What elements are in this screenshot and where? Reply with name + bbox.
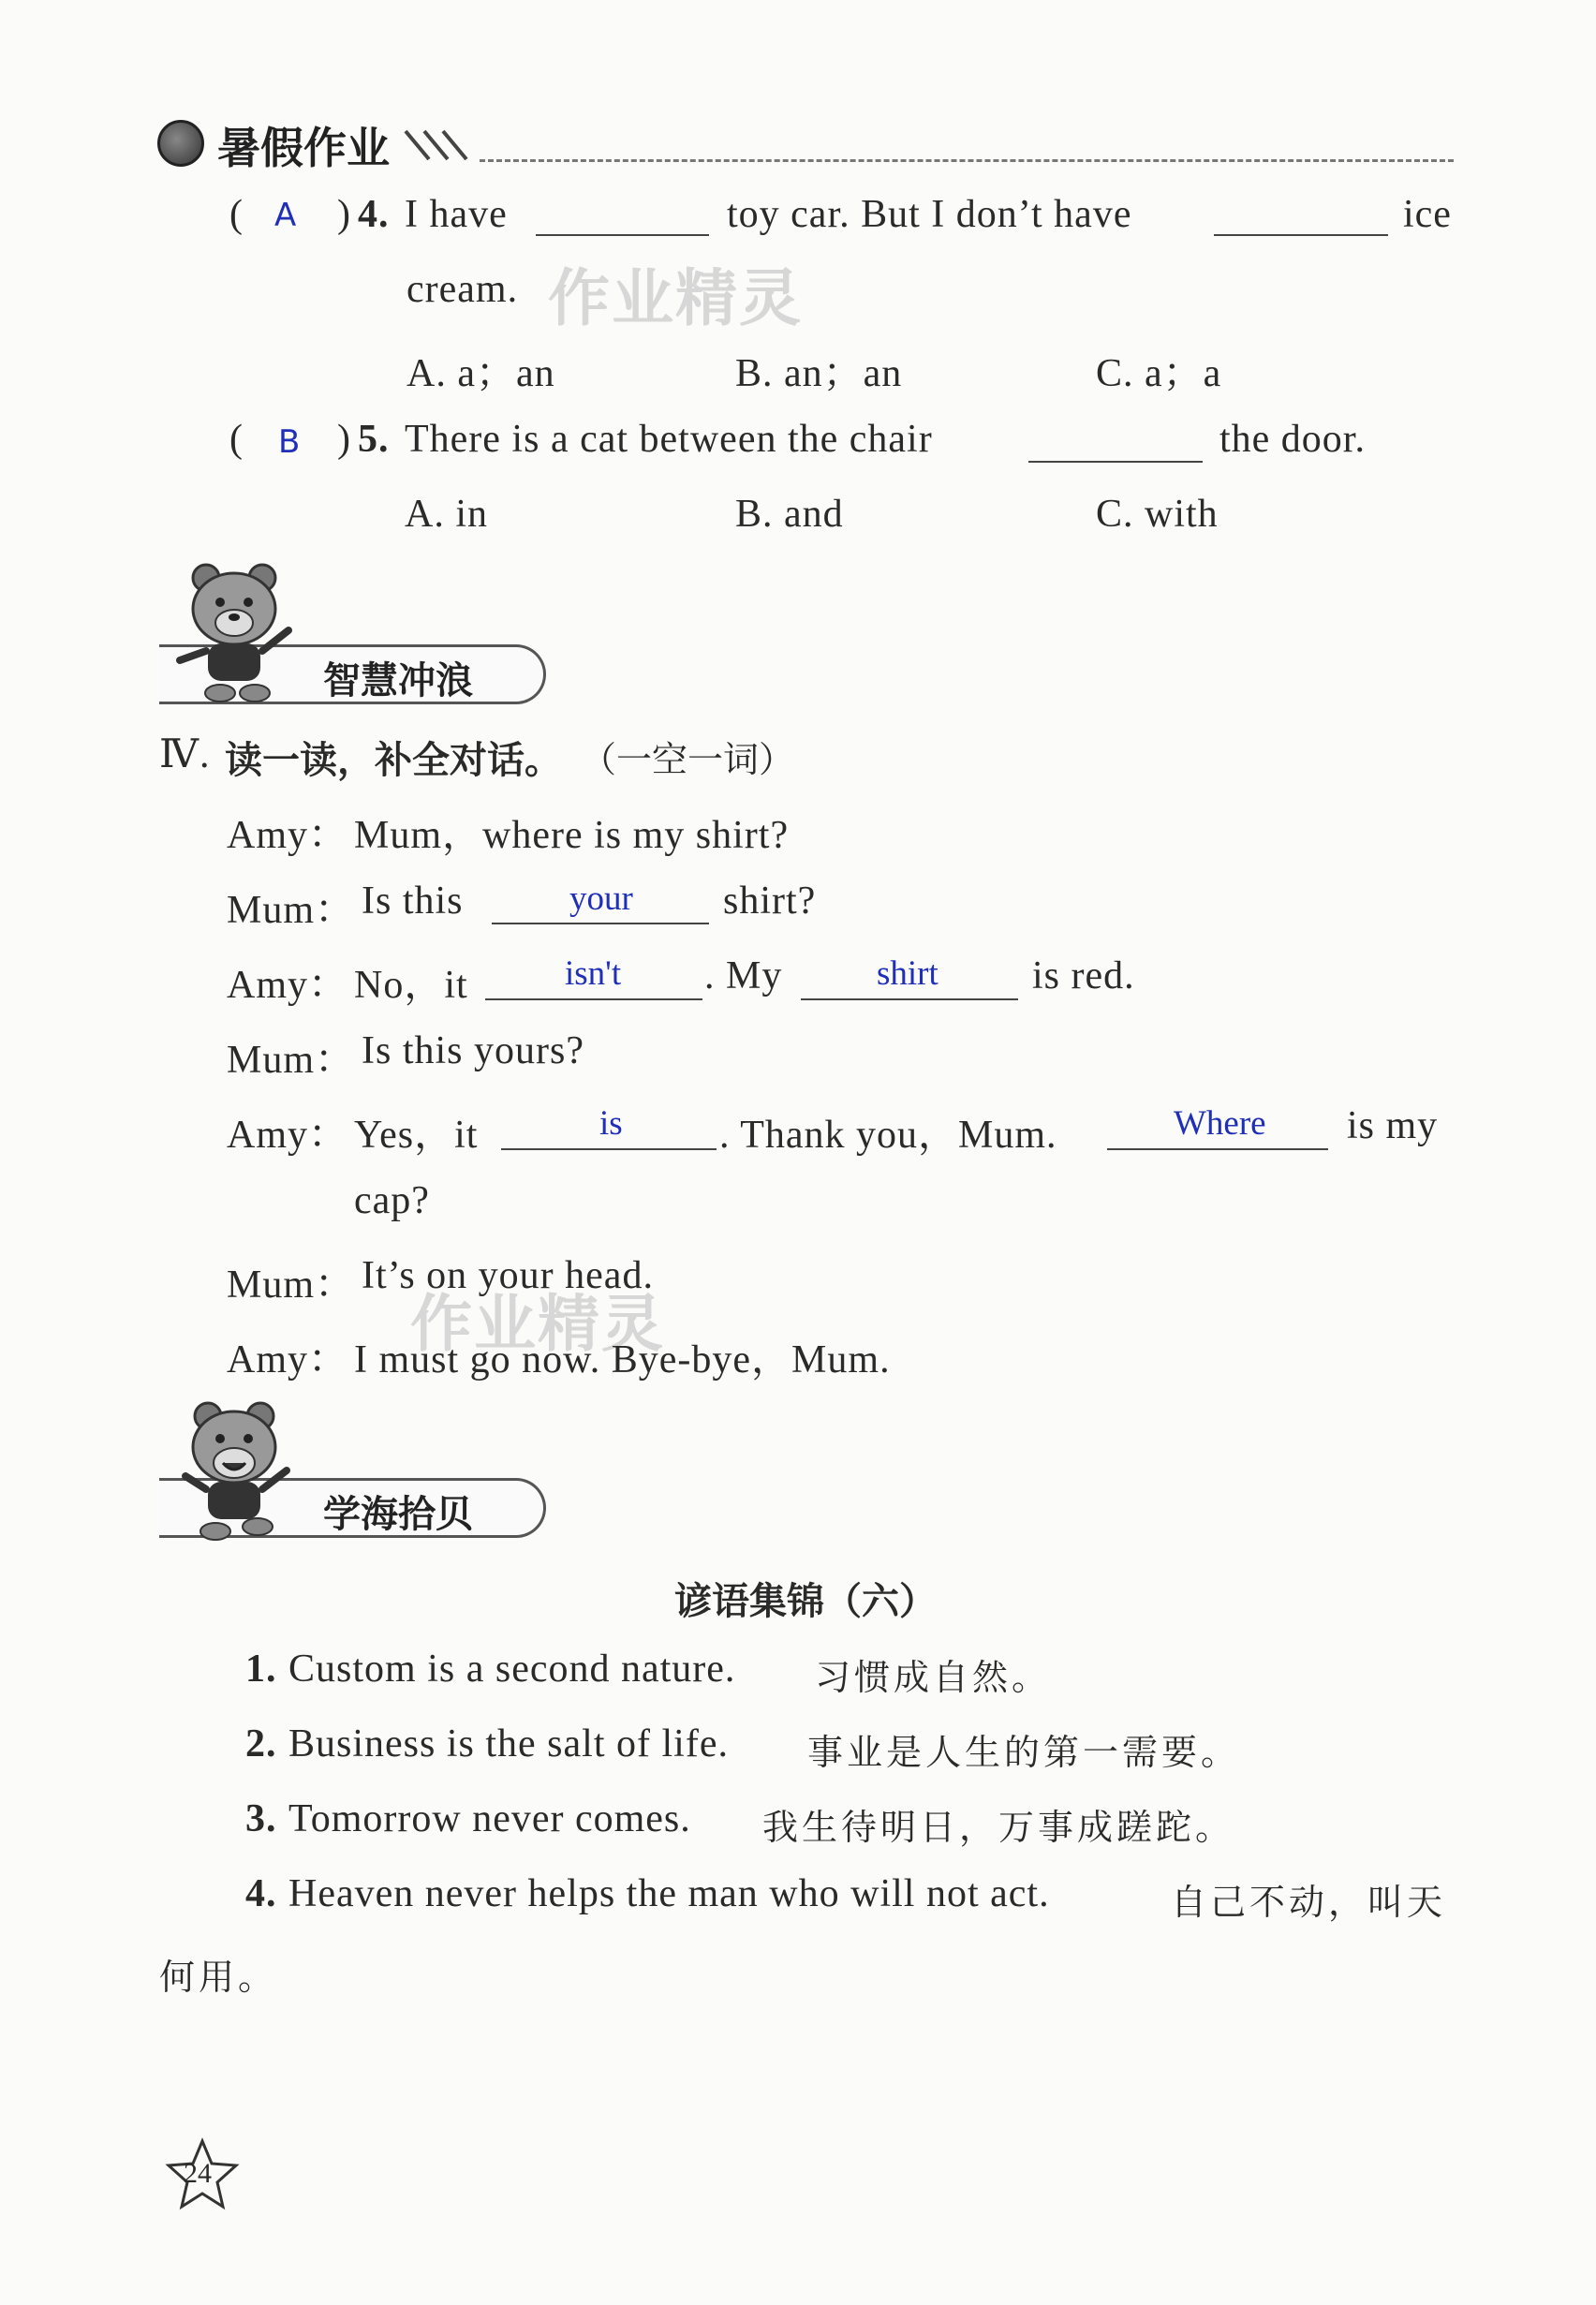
dialog-3-speaker: Amy： — [227, 964, 349, 1007]
dialog-3-answer-2: shirt — [877, 954, 938, 993]
header-bullet-icon — [157, 120, 204, 167]
dialog-2-text-a: Is this — [362, 879, 464, 923]
q4-option-b: B. an；an — [735, 352, 903, 395]
proverb-1-cn: 习惯成自然。 — [815, 1657, 1052, 1698]
q5-option-a: A. in — [405, 493, 488, 536]
watermark-1: 作业精灵 — [548, 262, 803, 334]
q5-option-c: C. with — [1096, 493, 1219, 536]
proverbs-title: 谚语集锦（六） — [674, 1580, 937, 1623]
q4-number: 4. — [358, 193, 390, 236]
dialog-2-blank[interactable] — [492, 923, 709, 924]
bear-mascot-icon — [169, 557, 300, 707]
dialog-5-text-b: . Thank you，Mum. — [719, 1114, 1057, 1157]
section-title-learn: 学海拾贝 — [323, 1493, 473, 1536]
dialog-5-answer-2: Where — [1174, 1104, 1266, 1143]
section-title-wisdom: 智慧冲浪 — [323, 659, 473, 702]
dialog-4-speaker: Mum： — [227, 1039, 356, 1082]
q4-text-d: cream. — [406, 268, 519, 311]
proverb-2-cn: 事业是人生的第一需要。 — [807, 1732, 1241, 1773]
dialog-5-blank-1[interactable] — [501, 1148, 717, 1150]
q4-option-a: A. a；an — [406, 352, 555, 395]
dialog-1-text: Mum，where is my shirt? — [354, 814, 790, 857]
proverb-4-num: 4. — [245, 1872, 277, 1915]
q5-answer: B — [278, 423, 301, 461]
dialog-4-text: Is this yours? — [362, 1029, 584, 1072]
proverb-2-en: Business is the salt of life. — [288, 1722, 729, 1766]
paren-close-q5: ) — [337, 418, 351, 461]
proverb-1-en: Custom is a second nature. — [288, 1647, 736, 1691]
header-title: 暑假作业 — [217, 123, 390, 173]
dialog-5-text-c: is my — [1347, 1104, 1439, 1147]
paren-open-q4: ( — [229, 193, 244, 236]
proverb-3-en: Tomorrow never comes. — [288, 1797, 691, 1840]
dialog-3-text-a: No，it — [354, 964, 468, 1007]
q5-option-b: B. and — [735, 493, 844, 536]
dialog-3-blank-1[interactable] — [485, 998, 702, 1000]
proverb-4-cn: 自己不动，叫天 — [1171, 1882, 1447, 1923]
dialog-3-text-c: is red. — [1032, 954, 1135, 997]
q4-answer: A — [274, 197, 297, 234]
exercise4-note: （一空一词） — [581, 739, 795, 780]
proverb-4-cn-cont: 何用。 — [159, 1957, 278, 1998]
watermark-2: 作业精灵 — [410, 1288, 665, 1360]
q5-text-a: There is a cat between the chair — [405, 418, 933, 461]
dialog-3-blank-2[interactable] — [801, 998, 1018, 1000]
proverb-3-num: 3. — [245, 1797, 277, 1840]
proverb-2-num: 2. — [245, 1722, 277, 1766]
q5-text-b: the door. — [1219, 418, 1366, 461]
q4-text-b: toy car. But I don’t have — [727, 193, 1132, 236]
page-number: 24 — [184, 2158, 212, 2189]
q4-blank-1[interactable] — [536, 234, 709, 236]
paren-close-q4: ) — [337, 193, 351, 236]
dialog-2-answer: your — [569, 879, 633, 918]
q4-blank-2[interactable] — [1214, 234, 1388, 236]
dialog-3-answer-1: isn't — [565, 954, 622, 993]
dialog-5-speaker: Amy： — [227, 1114, 349, 1157]
dialog-2-speaker: Mum： — [227, 889, 356, 932]
q5-number: 5. — [358, 418, 390, 461]
dialog-6-speaker: Mum： — [227, 1263, 356, 1307]
bear-mascot-icon — [169, 1396, 300, 1545]
header-slash-decoration — [401, 122, 485, 169]
q4-text-a: I have — [405, 193, 508, 236]
exercise4-instruction: 读一读，补全对话。 — [225, 739, 562, 782]
dialog-7-speaker: Amy： — [227, 1338, 349, 1382]
dialog-5-text-d: cap? — [354, 1179, 430, 1222]
dialog-1-speaker: Amy： — [227, 814, 349, 857]
dialog-6-text: It’s on your head. — [362, 1254, 654, 1297]
q5-blank[interactable] — [1028, 461, 1203, 463]
dialog-5-blank-2[interactable] — [1107, 1148, 1328, 1150]
proverb-3-cn: 我生待明日，万事成蹉跎。 — [762, 1807, 1235, 1848]
header-rule — [480, 159, 1454, 162]
dialog-5-text-a: Yes，it — [354, 1114, 479, 1157]
dialog-3-text-b: . My — [704, 954, 783, 997]
dialog-5-answer-1: is — [599, 1104, 623, 1143]
paren-open-q5: ( — [229, 418, 244, 461]
dialog-2-text-b: shirt? — [723, 879, 817, 923]
proverb-4-en: Heaven never helps the man who will not act. — [288, 1872, 1050, 1915]
q4-text-c: ice — [1403, 193, 1452, 236]
q4-option-c: C. a；a — [1096, 352, 1222, 395]
exercise4-numeral: Ⅳ. — [159, 733, 211, 776]
proverb-1-num: 1. — [245, 1647, 277, 1691]
dialog-7-text: I must go now. Bye-bye，Mum. — [354, 1338, 891, 1382]
